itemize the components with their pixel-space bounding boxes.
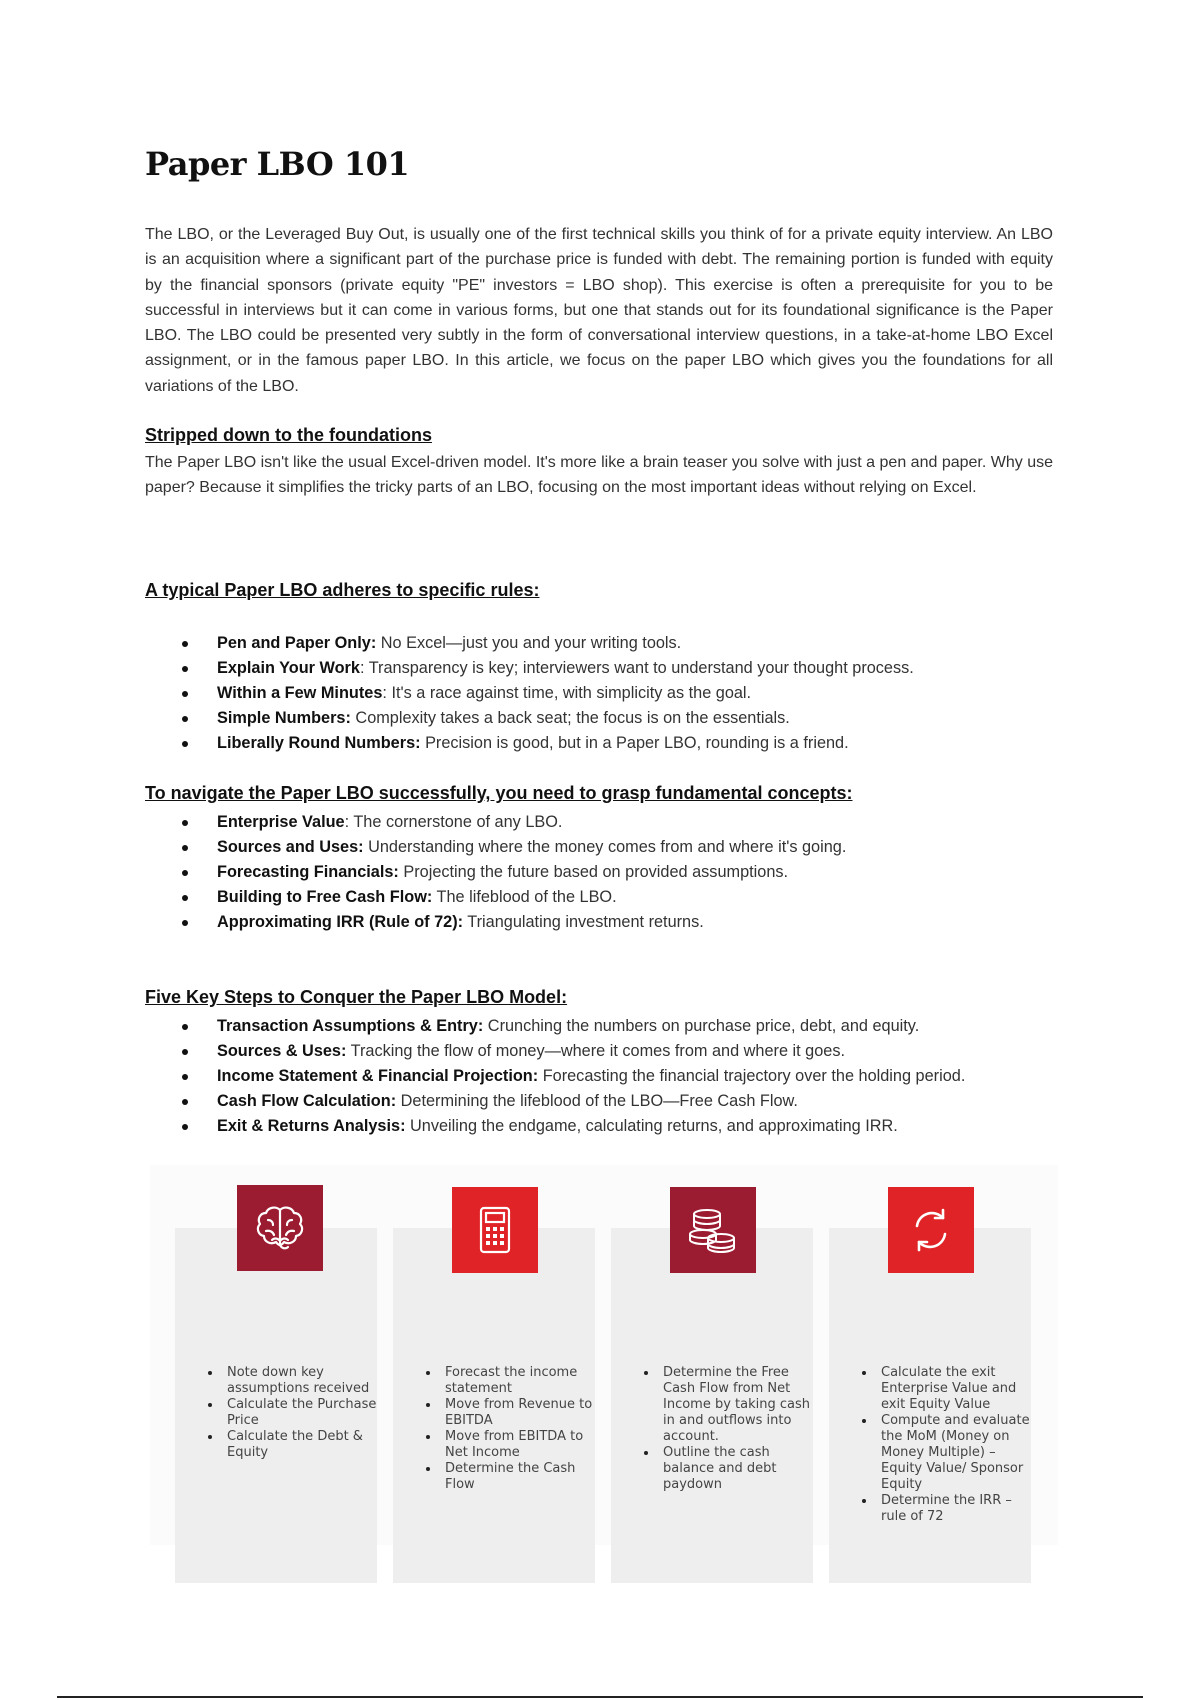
step-card-3 (611, 1228, 813, 1583)
coins-icon (670, 1187, 756, 1273)
list-item: Determine the IRR – rule of 72 (881, 1493, 1031, 1525)
page-divider (57, 1696, 1143, 1698)
list-item: Move from EBITDA to Net Income (445, 1429, 595, 1461)
list-item: Liberally Round Numbers: Precision is good, but in a Paper LBO, rounding is a friend. (217, 731, 1077, 756)
list-item: Income Statement & Financial Projection: Forecasting the financial trajectory over the holding period. (217, 1064, 1077, 1089)
step-card-4-bullets (829, 1365, 1031, 1525)
list-item: Determine the Cash Flow (445, 1461, 595, 1493)
list-item: Calculate the Purchase Price (227, 1397, 377, 1428)
list-item: Move from Revenue to EBITDA (445, 1397, 595, 1429)
step-card-2 (393, 1228, 595, 1583)
list-item: Within a Few Minutes: It's a race against time, with simplicity as the goal. (217, 681, 1077, 706)
step-card-2-bullets (393, 1365, 595, 1493)
steps-list (145, 1014, 1077, 1139)
list-item: Approximating IRR (Rule of 72): Triangulating investment returns. (217, 910, 1077, 935)
calculator-icon (452, 1187, 538, 1273)
list-item: Sources & Uses: Tracking the flow of money—where it comes from and where it goes. (217, 1039, 1077, 1064)
list-item: Simple Numbers: Complexity takes a back seat; the focus is on the essentials. (217, 706, 1077, 731)
step-card-1-bullets (175, 1365, 377, 1461)
list-item: Enterprise Value: The cornerstone of any LBO. (217, 810, 1077, 835)
rules-list (145, 631, 1077, 756)
list-item: Exit & Returns Analysis: Unveiling the endgame, calculating returns, and approximating IRR. (217, 1114, 1077, 1139)
list-item: Cash Flow Calculation: Determining the lifeblood of the LBO—Free Cash Flow. (217, 1089, 1077, 1114)
list-item: Compute and evaluate the MoM (Money on Money Multiple) – Equity Value/ Sponsor Equity (881, 1413, 1030, 1492)
stripped-paragraph: The Paper LBO isn't like the usual Excel-driven model. It's more like a brain teaser you solve with just a pen and paper. Why use paper? Because it simplifies the tricky parts of an LBO, focusing on the most important ideas without relying on Excel. (145, 454, 1053, 497)
list-item: Sources and Uses: Understanding where the money comes from and where it's going. (217, 835, 1077, 860)
intro-paragraph: The LBO, or the Leveraged Buy Out, is usually one of the first technical skills you think of for a private equity interview. An LBO is an acquisition where a significant part of the purchase price is funded with debt. The remaining portion is funded with equity by the financial sponsors (private equity "PE" investors = LBO shop). This exercise is often a prerequisite for you to be successful in interviews but it can come in various forms, but one that stands out for its foundational significance is the Paper LBO. The LBO could be presented very subtly in the form of conversational interview questions, in a take-at-home LBO Excel assignment, or in the famous paper LBO. In this article, we focus on the paper LBO which gives you the foundations for all variations of the LBO. (145, 226, 1053, 395)
step-card-4 (829, 1228, 1031, 1583)
list-item: Outline the cash balance and debt paydown (663, 1445, 813, 1493)
list-item: Forecast the income statement (445, 1365, 595, 1397)
step-card-3-bullets (611, 1365, 813, 1493)
list-item: Building to Free Cash Flow: The lifeblood of the LBO. (217, 885, 1077, 910)
list-item: Explain Your Work: Transparency is key; interviewers want to understand your thought process. (217, 656, 1077, 681)
rules-heading: A typical Paper LBO adheres to specific rules: (145, 580, 540, 600)
steps-heading: Five Key Steps to Conquer the Paper LBO Model: (145, 987, 568, 1007)
list-item: Calculate the Debt & Equity (227, 1429, 377, 1461)
list-item: Forecasting Financials: Projecting the future based on provided assumptions. (217, 860, 1077, 885)
list-item: Note down key assumptions received (227, 1365, 377, 1397)
list-item: Pen and Paper Only: No Excel—just you and your writing tools. (217, 631, 1077, 656)
step-card-1 (175, 1228, 377, 1583)
brain-icon (237, 1185, 323, 1271)
concepts-list (145, 810, 1077, 935)
list-item: Calculate the exit Enterprise Value and exit Equity Value (881, 1365, 1031, 1413)
page-title: Paper LBO 101 (145, 145, 410, 183)
refresh-icon (888, 1187, 974, 1273)
list-item: Determine the Free Cash Flow from Net Income by taking cash in and outflows into account. (663, 1365, 813, 1445)
list-item: Transaction Assumptions & Entry: Crunching the numbers on purchase price, debt, and equity. (217, 1014, 1077, 1039)
process-graphic (150, 1165, 1058, 1545)
stripped-heading: Stripped down to the foundations (145, 425, 432, 445)
concepts-heading: To navigate the Paper LBO successfully, you need to grasp fundamental concepts: (145, 783, 853, 803)
